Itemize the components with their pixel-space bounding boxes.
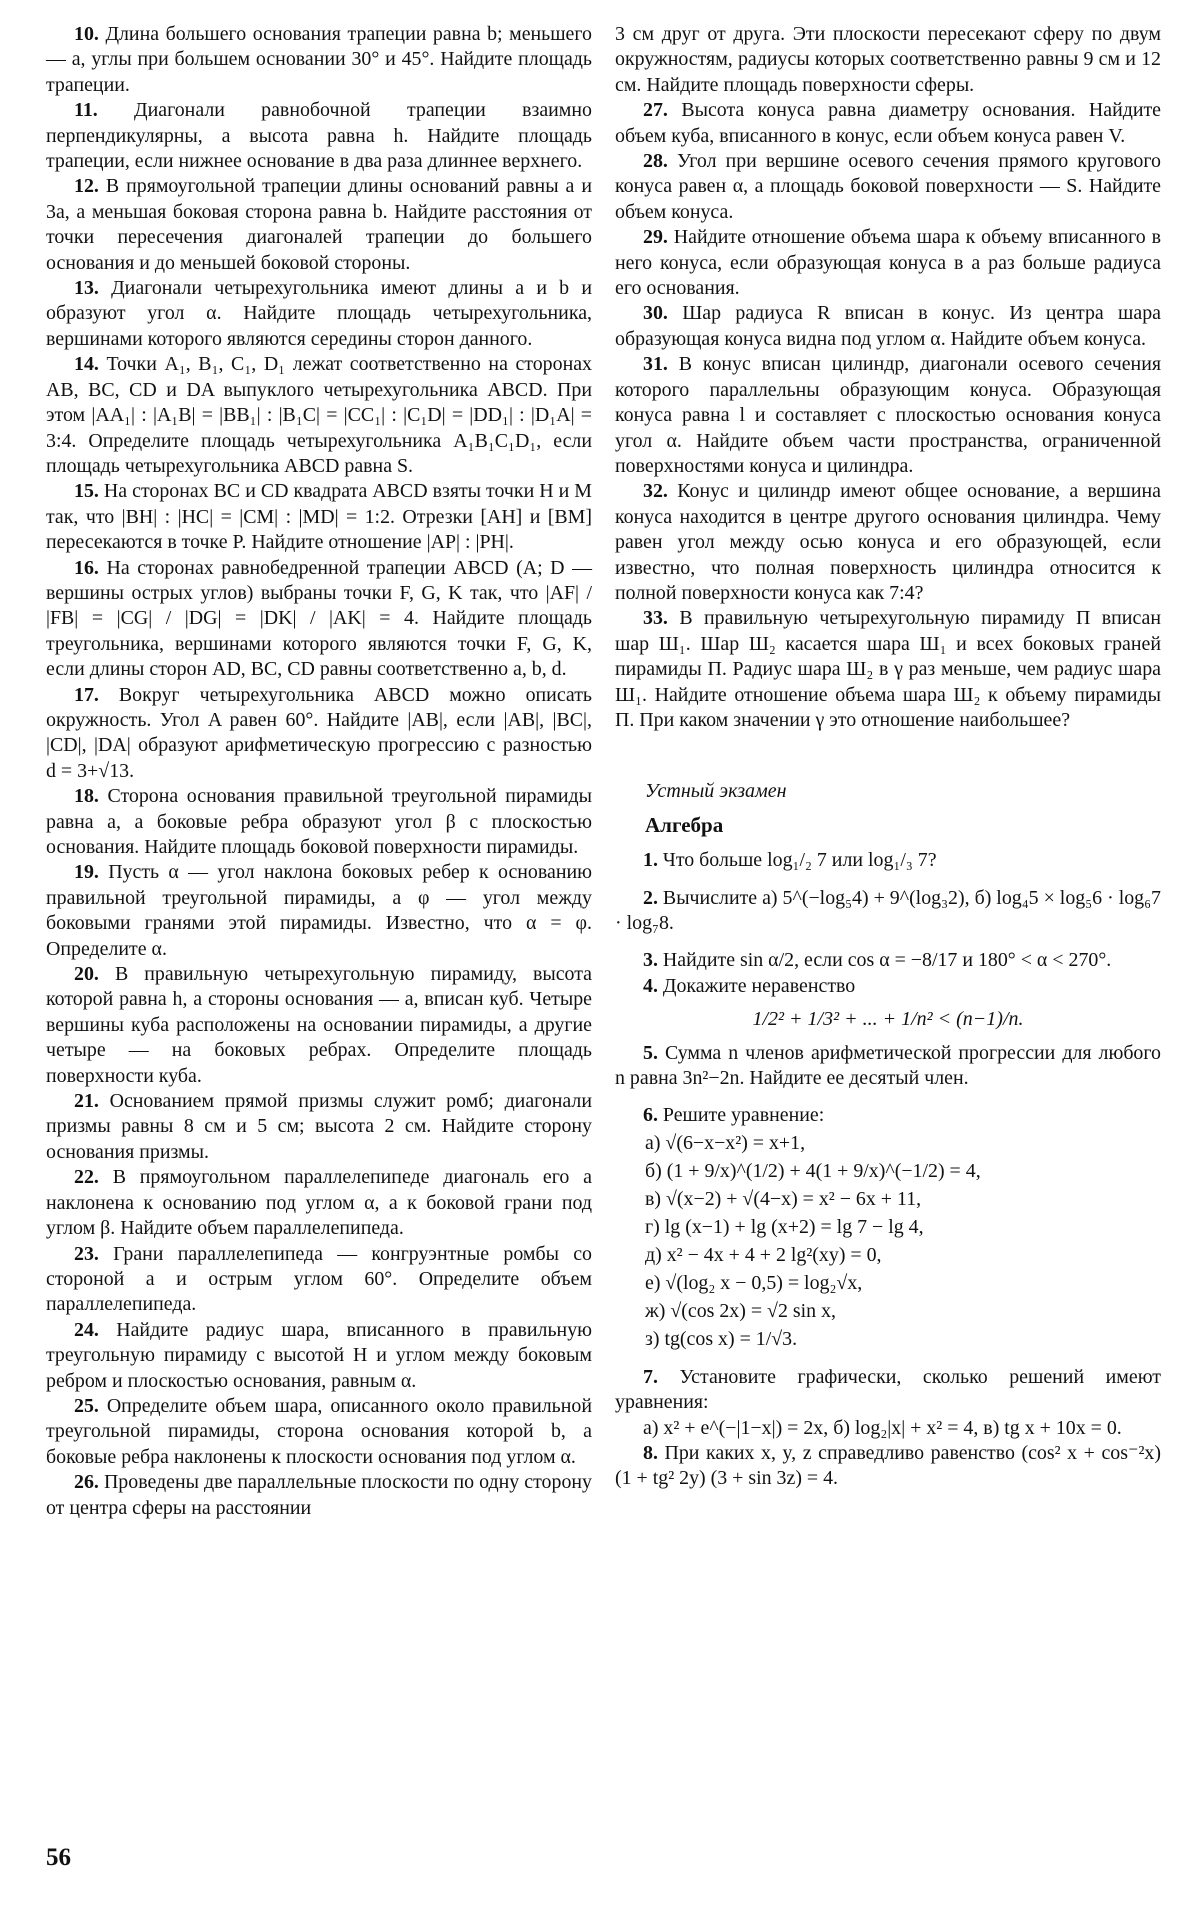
left-column <box>46 22 592 1521</box>
problem-number: 31. <box>643 353 668 376</box>
exam-problem-2 <box>615 886 1161 937</box>
subsection-title: Алгебра <box>645 812 724 837</box>
problem-text: На сторонах BC и CD квадрата ABCD взяты точки H и M так, что |BH| : |HC| = |CM| : |MD| = 1:2. Отрезки [AH] и [BM] пересекаются в точке P. Найдите отношение |AP| : |PH|. <box>46 480 592 554</box>
problem-28 <box>615 149 1161 225</box>
equation-g: г) lg (x−1) + lg (x+2) = lg 7 − lg 4, <box>645 1215 924 1238</box>
problem-number: 21. <box>74 1090 99 1113</box>
exam-problem-4 <box>615 974 1161 999</box>
problem-text: На сторонах равнобедренной трапеции ABCD (A; D — вершины острых углов) выбраны точки F, G, K так, что |AF| / |FB| = |CG| / |DG| = |DK| / |AK| = 4. Найдите площадь треугольника, вершинами которого являются точки F, G, K, если длины сторон AD, BC, CD равны соответственно a, b, d. <box>46 556 592 681</box>
equation-e: е) √(log₂ x − 0,5) = log₂√x, <box>645 1271 863 1294</box>
problem-32 <box>615 479 1161 606</box>
problem-27 <box>615 98 1161 149</box>
problem-number: 20. <box>74 963 99 986</box>
problem-text: Докажите неравенство <box>662 974 856 997</box>
problem-number: 15. <box>74 480 99 503</box>
problem-number: 28. <box>643 150 668 173</box>
problem-24 <box>46 1318 592 1394</box>
problem-text: Найдите радиус шара, вписанного в правильную треугольную пирамиду с высотой H и углом между боковым ребром и плоскостью основания, равным α. <box>46 1318 593 1392</box>
problem-number: 7. <box>643 1365 658 1388</box>
problem-33 <box>615 606 1161 733</box>
problem-number: 30. <box>643 302 668 325</box>
problem-number: 8. <box>643 1442 658 1465</box>
spacer <box>615 1353 1161 1365</box>
problem-15 <box>46 479 592 555</box>
problem-number: 23. <box>74 1242 99 1265</box>
problem-11 <box>46 98 592 174</box>
equation-d: д) x² − 4x + 4 + 2 lg²(xy) = 0, <box>645 1243 882 1266</box>
problem-text: В прямоугольной трапеции длины оснований равны a и 3a, а меньшая боковая сторона равна b. Найдите расстояния от точки пересечения диагоналей трапеции до большего основания и до меньшей боковой стороны. <box>46 175 592 274</box>
right-column <box>615 22 1161 1492</box>
problem-text: Диагонали равнобочной трапеции взаимно перпендикулярны, а высота равна h. Найдите площадь трапеции, если нижнее основание в два раза длиннее верхнего. <box>46 99 592 173</box>
problem-text: Шар радиуса R вписан в конус. Из центра шара образующая конуса видна под углом α. Найдите объем конуса. <box>615 302 1161 350</box>
equation-zh: ж) √(cos 2x) = √2 sin x, <box>645 1299 836 1322</box>
problem-30 <box>615 301 1161 352</box>
problem-number: 17. <box>74 683 99 706</box>
exam-problem-1 <box>615 848 1161 873</box>
problem-number: 27. <box>643 99 668 122</box>
problem-number: 3. <box>643 949 658 972</box>
problem-25 <box>46 1394 592 1470</box>
equation-b: б) (1 + 9/x)^(1/2) + 4(1 + 9/x)^(−1/2) = 4, <box>645 1159 981 1182</box>
problem-number: 33. <box>643 607 668 630</box>
exam-problem-6 <box>615 1103 1161 1128</box>
page-number: 56 <box>46 1844 71 1871</box>
problem-26 <box>46 1470 592 1521</box>
spacer <box>615 1091 1161 1103</box>
problem-number: 4. <box>643 974 658 997</box>
inequality-formula: 1/2² + 1/3² + ... + 1/n² < (n−1)/n. <box>752 1008 1024 1031</box>
exam-problem-3 <box>615 948 1161 973</box>
problem-number: 12. <box>74 175 99 198</box>
problem-text: Точки A₁, B₁, C₁, D₁ лежат соответственно на сторонах AB, BC, CD и DA выпуклого четырехугольника ABCD. При этом |AA₁| : |A₁B| = |BB₁| : |B₁C| = |CC₁| : |C₁D| = |DD₁| : |D₁A| = 3:4. Определите площадь четырехугольника A₁B₁C₁D₁, если площадь четырехугольника ABCD равна S. <box>46 353 592 477</box>
problem-number: 26. <box>74 1471 99 1494</box>
problem-text: Высота конуса равна диаметру основания. Найдите объем куба, вписанного в конус, если объем конуса равен V. <box>615 99 1161 147</box>
problem-text: Найдите sin α/2, если cos α = −8/17 и 180° < α < 270°. <box>662 949 1112 972</box>
problem-number: 32. <box>643 480 668 503</box>
problem-number: 1. <box>643 849 658 872</box>
problem-text: а) x² + e^(−|1−x|) = 2x, б) log₂|x| + x² = 4, в) tg x + 10x = 0. <box>643 1416 1122 1439</box>
problem-12 <box>46 174 592 276</box>
problem-13 <box>46 276 592 352</box>
problem-text: Проведены две параллельные плоскости по одну сторону от центра сферы на расстоянии <box>46 1471 592 1519</box>
problem-14 <box>46 352 592 479</box>
exam-problem-7-items <box>615 1416 1161 1441</box>
problem-text: Установите графически, сколько решений имеют уравнения: <box>615 1365 1161 1414</box>
problem-number: 24. <box>74 1318 99 1341</box>
problem-text: Основанием прямой призмы служит ромб; диагонали призмы равны 8 см и 5 см; высота 2 см. Найдите сторону основания призмы. <box>46 1090 592 1163</box>
exam-problem-7 <box>615 1365 1161 1416</box>
problem-text: Вычислите а) 5^(−log₅4) + 9^(log₃2), б) log₄5 × log₅6 · log₆7 · log₇8. <box>615 886 1161 934</box>
problem-number: 13. <box>74 277 99 300</box>
problem-text: Решите уравнение: <box>662 1104 825 1127</box>
problem-number: 19. <box>74 861 99 884</box>
problem-number: 11. <box>74 99 98 122</box>
section-title: Устный экзамен <box>645 780 787 803</box>
exam-problem-8 <box>615 1441 1161 1492</box>
problem-number: 14. <box>74 353 99 376</box>
problem-10 <box>46 22 592 98</box>
problem-text: 3 см друг от друга. Эти плоскости пересекают сферу по двум окружностям, радиусы которых соответственно равны 9 см и 12 см. Найдите площадь поверхности сферы. <box>615 23 1161 96</box>
problem-number: 18. <box>74 785 99 808</box>
problem-number: 2. <box>643 886 658 909</box>
problem-text: В прямоугольном параллелепипеде диагональ его a наклонена к основанию под углом α, а к боковой грани под углом β. Найдите объем параллелепипеда. <box>46 1166 592 1240</box>
problem-number: 29. <box>643 226 668 249</box>
problem-text: Сумма n членов арифметической прогрессии для любого n равна 3n²−2n. Найдите ее десятый член. <box>615 1041 1161 1090</box>
problem-text: Диагонали четырехугольника имеют длины a и b и образуют угол α. Найдите площадь четырехугольника, вершинами которого являются середины сторон данного. <box>46 277 592 350</box>
section-gap <box>615 733 1161 779</box>
problem-18 <box>46 784 592 860</box>
equation-a: а) √(6−x−x²) = x+1, <box>645 1131 806 1154</box>
problem-29 <box>615 225 1161 301</box>
problem-text: Конус и цилиндр имеют общее основание, а вершина конуса находится в центре другого основания цилиндра. Чему равен угол между осью конуса и его образующей, если известно, что полная поверхность цилиндра относится к полной поверхности конуса как 7:4? <box>615 480 1161 604</box>
problem-text: Что больше log₁/₂ 7 или log₁/₃ 7? <box>662 849 937 872</box>
problem-text: Сторона основания правильной треугольной пирамиды равна a, а боковые ребра образуют угол β с плоскостью основания. Найдите площадь боковой поверхности пирамиды. <box>46 785 592 858</box>
problem-20 <box>46 962 592 1089</box>
spacer <box>615 936 1161 948</box>
problem-text: При каких x, y, z справедливо равенство (cos² x + cos⁻²x) (1 + tg² 2y) (3 + sin 3z) = 4. <box>615 1442 1161 1490</box>
exam-problem-5 <box>615 1041 1161 1092</box>
problem-text: В правильную четырехугольную пирамиду, высота которой равна h, а стороны основания — a, вписан куб. Четыре вершины куба расположены на основании пирамиды, а другие четыре — на боковых ребрах. Определите площадь поверхности куба. <box>46 963 592 1087</box>
spacer <box>615 874 1161 886</box>
problem-17 <box>46 683 592 785</box>
problem-number: 6. <box>643 1104 658 1127</box>
equation-z: з) tg(cos x) = 1/√3. <box>645 1327 798 1350</box>
equation-v: в) √(x−2) + √(4−x) = x² − 6x + 11, <box>645 1187 922 1210</box>
problem-text: Найдите отношение объема шара к объему вписанного в него конуса, если образующая конуса в a раз больше радиуса его основания. <box>615 226 1161 300</box>
problem-text: В правильную четырехугольную пирамиду П вписан шар Ш₁. Шар Ш₂ касается шара Ш₁ и всех боковых граней пирамиды П. Радиус шара Ш₂ в γ раз меньше, чем радиус шара Ш₁. Найдите отношение объема шара Ш₂ к объему пирамиды П. При каком значении γ это отношение наибольшее? <box>615 607 1161 731</box>
problem-text: Определите объем шара, описанного около правильной треугольной пирамиды, сторона основания которой b, а боковые ребра наклонены к плоскости основания под углом α. <box>46 1394 592 1468</box>
problem-number: 25. <box>74 1394 99 1417</box>
problem-number: 5. <box>643 1041 658 1064</box>
problem-number: 16. <box>74 556 99 579</box>
problem-23 <box>46 1242 592 1318</box>
problem-text: В конус вписан цилиндр, диагонали осевого сечения которого параллельны образующим конуса. Образующая конуса равна l и составляет с плоскостью основания конуса угол α. Найдите объем части пространства, ограниченной поверхностями конуса и цилиндра. <box>615 353 1161 477</box>
problem-19 <box>46 860 592 962</box>
problem-number: 22. <box>74 1166 99 1189</box>
problem-text: Пусть α — угол наклона боковых ребер к основанию правильной треугольной пирамиды, а φ — угол между боковыми гранями этой пирамиды. Известно, что α = φ. Определите α. <box>46 861 592 960</box>
problem-number: 10. <box>74 23 99 45</box>
problem-text: Вокруг четырехугольника ABCD можно описать окружность. Угол A равен 60°. Найдите |AB|, если |AB|, |BC|, |CD|, |DA| образуют арифметическую прогрессию с разностью d = 3+√13. <box>46 683 592 782</box>
problem-text: Длина большего основания трапеции равна b; меньшего — a, углы при большем основании 30° и 45°. Найдите площадь трапеции. <box>46 23 592 96</box>
problem-31 <box>615 352 1161 479</box>
problem-26-continued <box>615 22 1161 98</box>
problem-text: Грани параллелепипеда — конгруэнтные ромбы со стороной a и острым углом 60°. Определите объем параллелепипеда. <box>46 1242 592 1316</box>
problem-16 <box>46 556 592 683</box>
problem-text: Угол при вершине осевого сечения прямого кругового конуса равен α, а площадь боковой поверхности — S. Найдите объем конуса. <box>615 150 1161 223</box>
problem-21 <box>46 1089 592 1165</box>
problem-22 <box>46 1165 592 1241</box>
